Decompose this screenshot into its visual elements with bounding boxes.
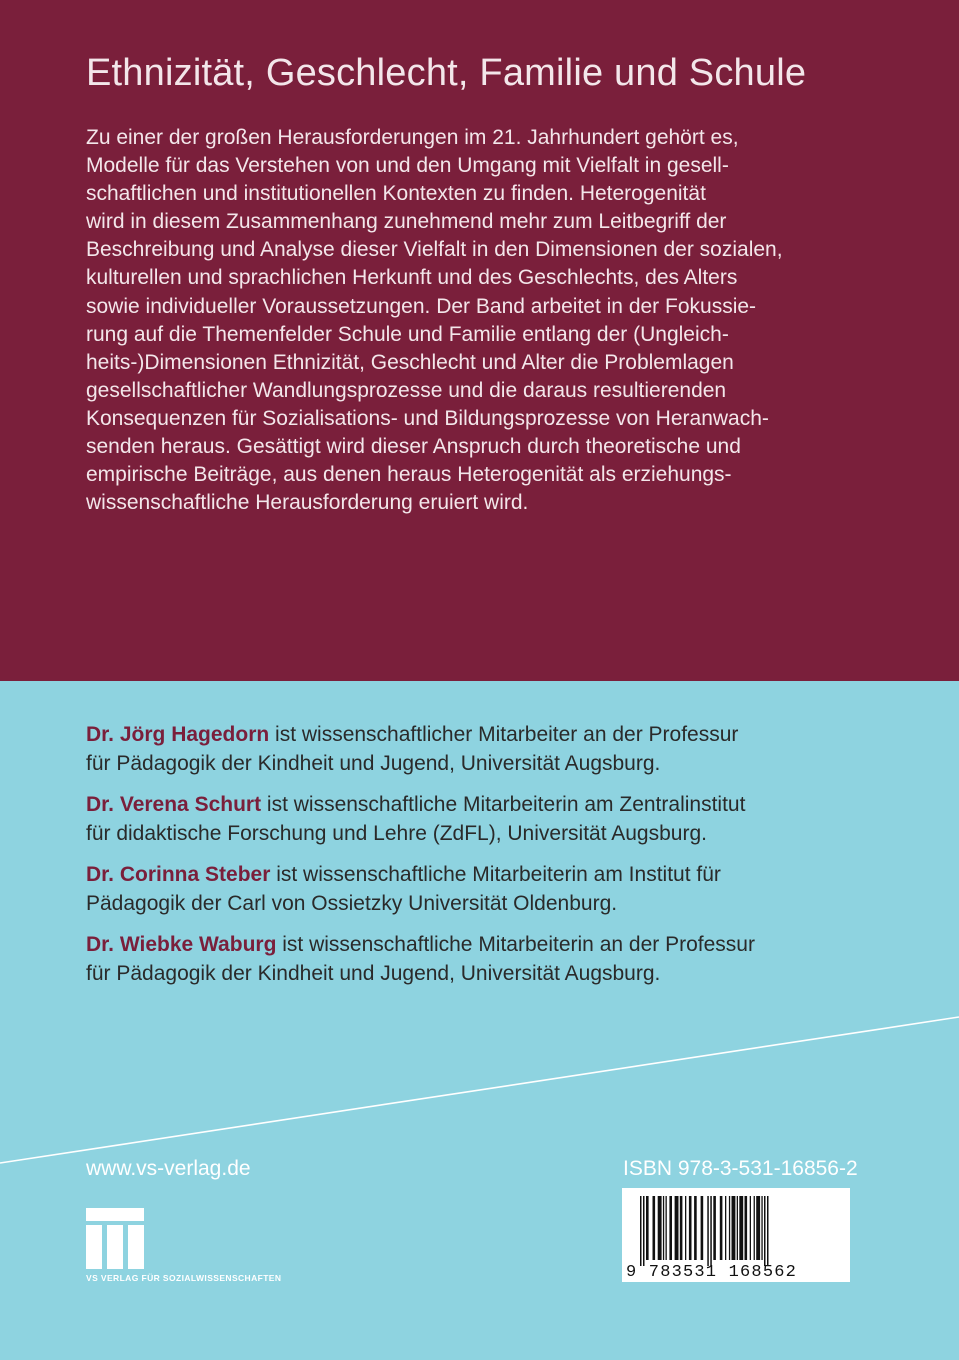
barcode-bar — [767, 1196, 769, 1266]
author-name: Dr. Jörg Hagedorn — [86, 723, 270, 746]
barcode-bar — [643, 1196, 645, 1266]
barcode-bar — [680, 1196, 683, 1260]
author-description-line2: für Pädagogik der Kindheit und Jugend, Universität Augsburg. — [86, 962, 661, 985]
barcode-bar — [756, 1196, 760, 1260]
barcode-bar — [658, 1196, 662, 1260]
publisher-url[interactable]: www.vs-verlag.de — [86, 1157, 251, 1180]
blurb-line: senden heraus. Gesättigt wird dieser Anspruch durch theoretische und — [86, 435, 741, 459]
blurb-line: wissenschaftliche Herausforderung eruiert wird. — [86, 491, 529, 515]
barcode-bar — [675, 1196, 679, 1260]
barcode-bar — [666, 1196, 667, 1260]
author-description: ist wissenschaftliche Mitarbeiterin an der Professur — [276, 933, 755, 956]
barcode-bar — [663, 1196, 664, 1260]
author-name: Dr. Wiebke Waburg — [86, 933, 277, 956]
barcode-bar — [640, 1196, 642, 1266]
blurb-line: wird in diesem Zusammenhang zunehmend mehr zum Leitbegriff der — [86, 210, 727, 234]
barcode-bar — [739, 1196, 743, 1260]
blurb-line: Zu einer der großen Herausforderungen im 21. Jahrhundert gehört es, — [86, 126, 739, 149]
blurb-line: rung auf die Themenfelder Schule und Familie entlang der (Ungleich- — [86, 322, 729, 346]
blurb-line: sowie individueller Voraussetzungen. Der Band arbeitet in der Fokussie- — [86, 294, 757, 318]
barcode-bar — [685, 1196, 686, 1260]
barcode-bar — [764, 1196, 766, 1266]
blurb-line: schaftlichen und institutionellen Kontexten zu finden. Heterogenität — [86, 182, 706, 206]
author-entry — [86, 860, 886, 918]
barcode-bar — [732, 1196, 736, 1260]
author-description-line2: für Pädagogik der Kindheit und Jugend, Universität Augsburg. — [86, 752, 661, 775]
author-entry — [86, 930, 886, 988]
author-description-line2: für didaktische Forschung und Lehre (ZdFL), Universität Augsburg. — [86, 822, 707, 845]
blurb-line: empirische Beiträge, aus denen heraus Heterogenität als erziehungs- — [86, 463, 732, 487]
barcode-bar — [646, 1196, 649, 1260]
blurb-line: kulturellen und sprachlichen Herkunft und des Geschlechts, des Alters — [86, 266, 738, 290]
isbn-label: ISBN 978-3-531-16856-2 — [623, 1157, 858, 1180]
barcode-bar — [725, 1196, 726, 1260]
author-description: ist wissenschaftliche Mitarbeiterin am Institut für — [270, 863, 721, 886]
barcode-bar — [737, 1196, 738, 1260]
barcode-bar — [669, 1196, 672, 1260]
barcode-bar — [750, 1196, 751, 1260]
book-blurb — [86, 124, 876, 517]
author-description: ist wissenschaftliche Mitarbeiterin am Zentralinstitut — [261, 793, 746, 816]
author-name: Dr. Corinna Steber — [86, 863, 271, 886]
publisher-logo-text: VS VERLAG FÜR SOZIALWISSENSCHAFTEN — [86, 1273, 282, 1283]
author-entry — [86, 790, 886, 848]
blurb-line: Modelle für das Verstehen von und den Umgang mit Vielfalt in gesell- — [86, 154, 729, 178]
barcode-bar — [729, 1196, 730, 1260]
barcode-number: 9 783531 168562 — [626, 1263, 798, 1282]
barcode-bar — [694, 1196, 697, 1260]
blurb-line: heits-)Dimensionen Ethnizität, Geschlecht und Alter die Problemlagen — [86, 350, 734, 374]
book-title: Ethnizität, Geschlecht, Familie und Schule — [86, 52, 807, 94]
barcode-bar — [754, 1196, 755, 1260]
isbn-barcode-icon — [622, 1188, 850, 1282]
author-name: Dr. Verena Schurt — [86, 793, 262, 816]
author-list — [86, 720, 886, 1000]
author-description: ist wissenschaftlicher Mitarbeiter an der Professur — [269, 723, 739, 746]
barcode-bar — [710, 1196, 712, 1266]
barcode-bar — [745, 1196, 748, 1260]
barcode-bar — [713, 1196, 716, 1260]
barcode-bar — [707, 1196, 709, 1266]
blurb-line: Konsequenzen für Sozialisations- und Bildungsprozesse von Heranwach- — [86, 406, 769, 430]
author-description-line2: Pädagogik der Carl von Ossietzky Universität Oldenburg. — [86, 892, 618, 915]
barcode-bar — [689, 1196, 692, 1260]
barcode-bar — [701, 1196, 704, 1260]
barcode-bar — [761, 1196, 762, 1260]
barcode-bar — [720, 1196, 723, 1260]
barcode-bar — [653, 1196, 656, 1260]
blurb-line: gesellschaftlicher Wandlungsprozesse und die daraus resultierenden — [86, 378, 727, 402]
author-entry — [86, 720, 886, 778]
blurb-line: Beschreibung und Analyse dieser Vielfalt in den Dimensionen der sozialen, — [86, 238, 783, 262]
